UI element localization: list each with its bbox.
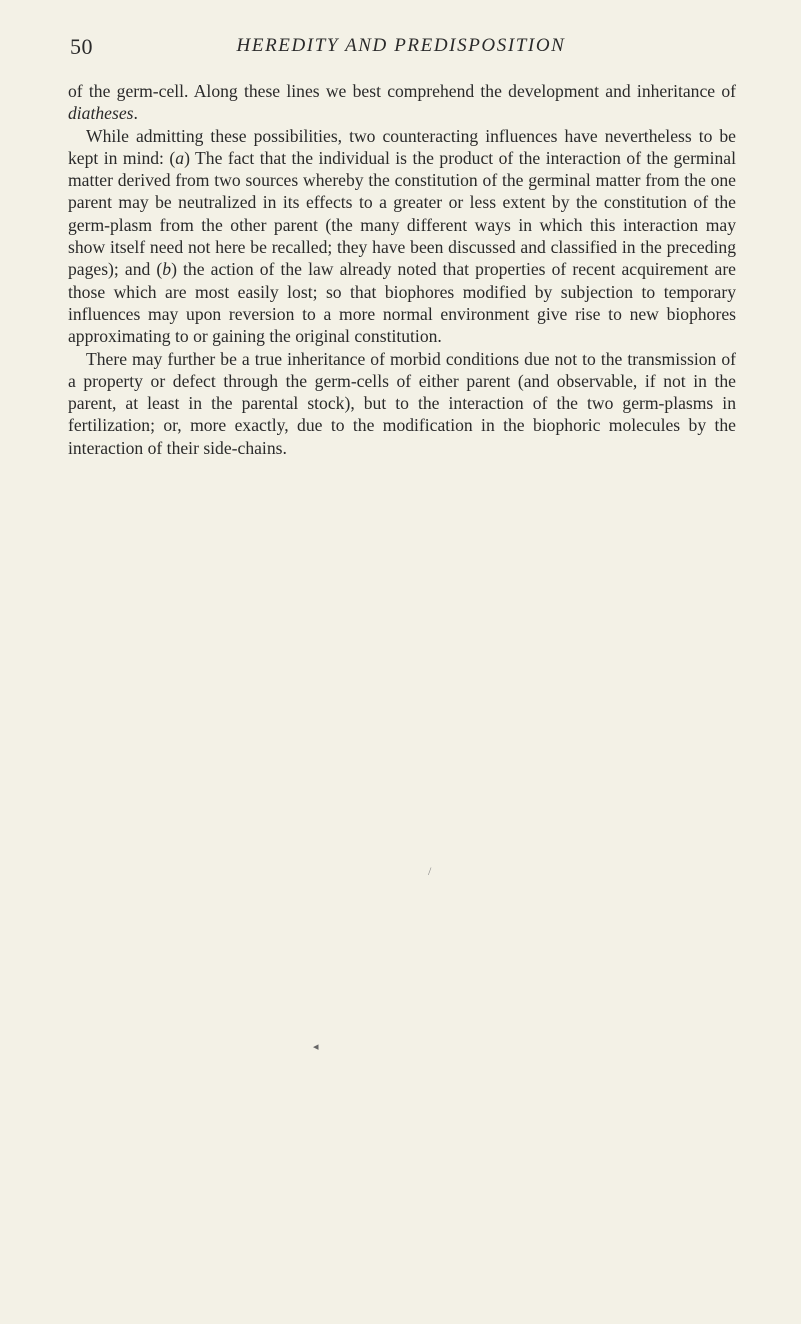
italic-letter-b: b: [162, 259, 172, 280]
running-head: [68, 34, 734, 64]
stray-mark: /: [428, 864, 432, 878]
paragraph-3: There may further be a true inheritance of morbid conditions due not to the transmission of a property or defect through the germ-cells of either parent (and observable, if not in the parent, at least in the parental stock), but to the interaction of the two germ-plasms in fertilization; or, more exactly, due to the modification in the biophoric molecules by the interaction of their side-chains.: [68, 348, 736, 458]
paragraph-2: While admitting these possibilities, two counteracting influences have nevertheless to be kept in mind: (a) The fact that the individual is the product of the interaction of the germinal matter derived from two sources whereby the constitution of the germinal matter from the one parent may be neutralized in its effects to a greater or less extent by the constitution of the germ-plasm from the other parent (the many different ways in which this interaction may show itself need not here be recalled; they have been discussed and classified in the preceding pages); and (b) the action of the law already noted that properties of recent acquirement are those which are most easily lost; so that biophores modified by subjection to temporary influences may upon reversion to a more normal environment give rise to new biophores approximating to or gaining the original constitution.: [68, 125, 736, 347]
running-title: HEREDITY AND PREDISPOSITION: [236, 35, 566, 56]
paragraph-1: of the germ-cell. Along these lines we best comprehend the development and inheritance of diatheses.: [68, 81, 736, 124]
italic-term: diatheses: [68, 103, 134, 124]
stray-arrow-mark: ◂: [313, 1041, 319, 1053]
body-text: [68, 80, 736, 459]
page-number: 50: [70, 34, 93, 59]
italic-letter-a: a: [175, 147, 185, 168]
